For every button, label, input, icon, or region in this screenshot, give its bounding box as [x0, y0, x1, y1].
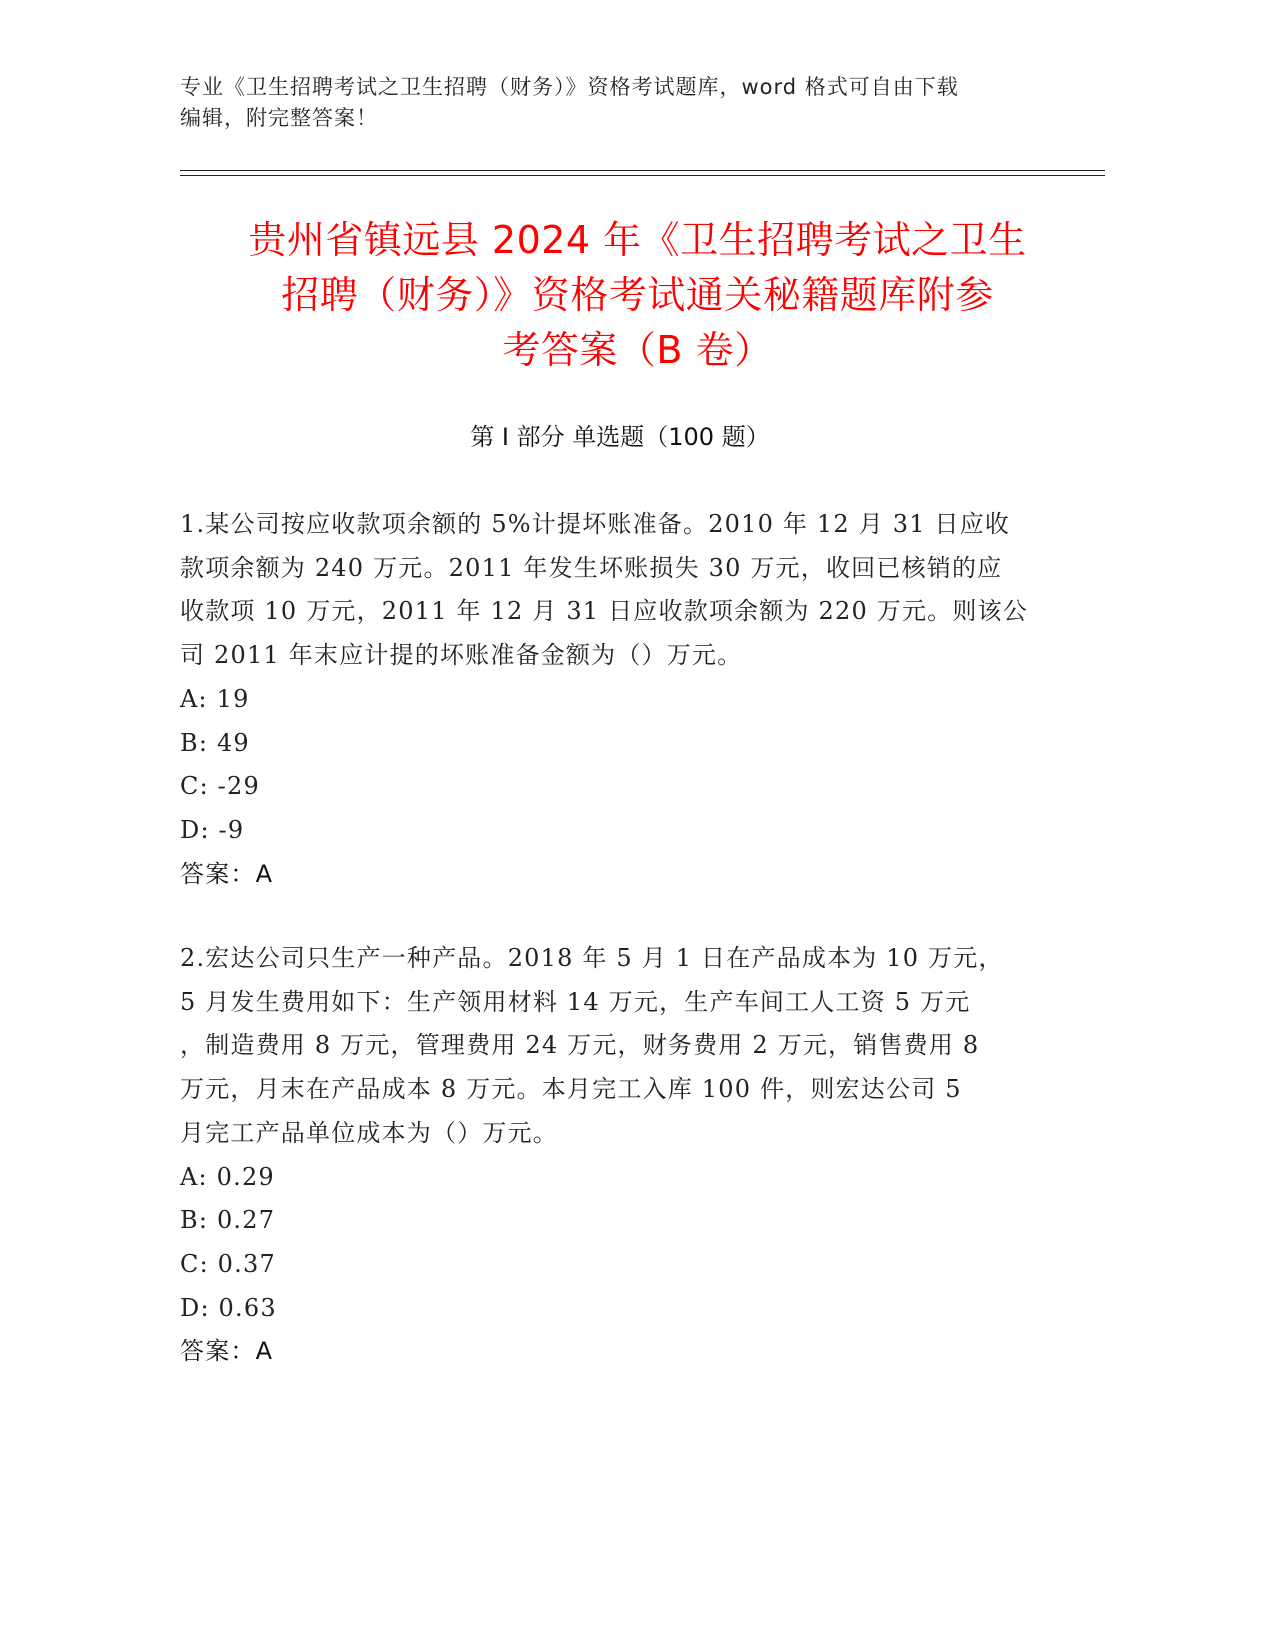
- option-c: C: 0.37: [180, 1249, 276, 1278]
- option-b: B: 49: [180, 728, 250, 757]
- stem-line: 5 月发生费用如下：生产领用材料 14 万元，生产车间工人工资 5 万元: [180, 987, 971, 1016]
- option-d: D: 0.63: [180, 1293, 277, 1322]
- answer: 答案：A: [180, 859, 274, 888]
- stem-line: 司 2011 年末应计提的坏账准备金额为（）万元。: [180, 641, 743, 670]
- stem-line: 2.宏达公司只生产一种产品。2018 年 5 月 1 日在产品成本为 10 万元，: [180, 944, 1004, 972]
- question-2: [180, 937, 1040, 1374]
- header-note-line: 编辑，附完整答案！: [180, 106, 378, 130]
- stem-line: 万元，月末在产品成本 8 万元。本月完工入库 100 件，则宏达公司 5: [180, 1075, 962, 1104]
- header-rule: [180, 175, 1105, 176]
- header-note-line: 专业《卫生招聘考试之卫生招聘（财务）》资格考试题库，word 格式可自由下载: [180, 75, 959, 99]
- stem-line: 月完工产品单位成本为（）万元。: [180, 1118, 558, 1147]
- stem-line: 款项余额为 240 万元。2011 年发生坏账损失 30 万元，收回已核销的应: [180, 553, 1003, 582]
- option-a: A: 19: [180, 684, 250, 713]
- question-1: [180, 503, 1040, 896]
- stem-line: 1.某公司按应收款项余额的 5%计提坏账准备。2010 年 12 月 31 日应收: [180, 510, 1011, 538]
- question-stem: [180, 937, 1040, 1156]
- title-line: 贵州省镇远县 2024 年《卫生招聘考试之卫生: [248, 218, 1027, 262]
- option-c: C: -29: [180, 772, 260, 801]
- option-b: B: 0.27: [180, 1206, 276, 1235]
- title-line: 招聘（财务）》资格考试通关秘籍题库附参: [281, 273, 994, 317]
- option-d: D: -9: [180, 815, 245, 844]
- document-title: [150, 213, 1125, 378]
- stem-line: 收款项 10 万元，2011 年 12 月 31 日应收款项余额为 220 万元。则该公: [180, 597, 1028, 626]
- header-rule: [180, 170, 1105, 171]
- header-note: [180, 72, 1060, 134]
- title-line: 考答案（B 卷）: [502, 328, 773, 372]
- stem-line: ，制造费用 8 万元，管理费用 24 万元，财务费用 2 万元，销售费用 8: [180, 1031, 980, 1060]
- section-title: 第 I 部分 单选题（100 题）: [470, 423, 770, 451]
- question-stem: [180, 503, 1040, 678]
- answer: 答案：A: [180, 1337, 274, 1366]
- option-a: A: 0.29: [180, 1162, 275, 1191]
